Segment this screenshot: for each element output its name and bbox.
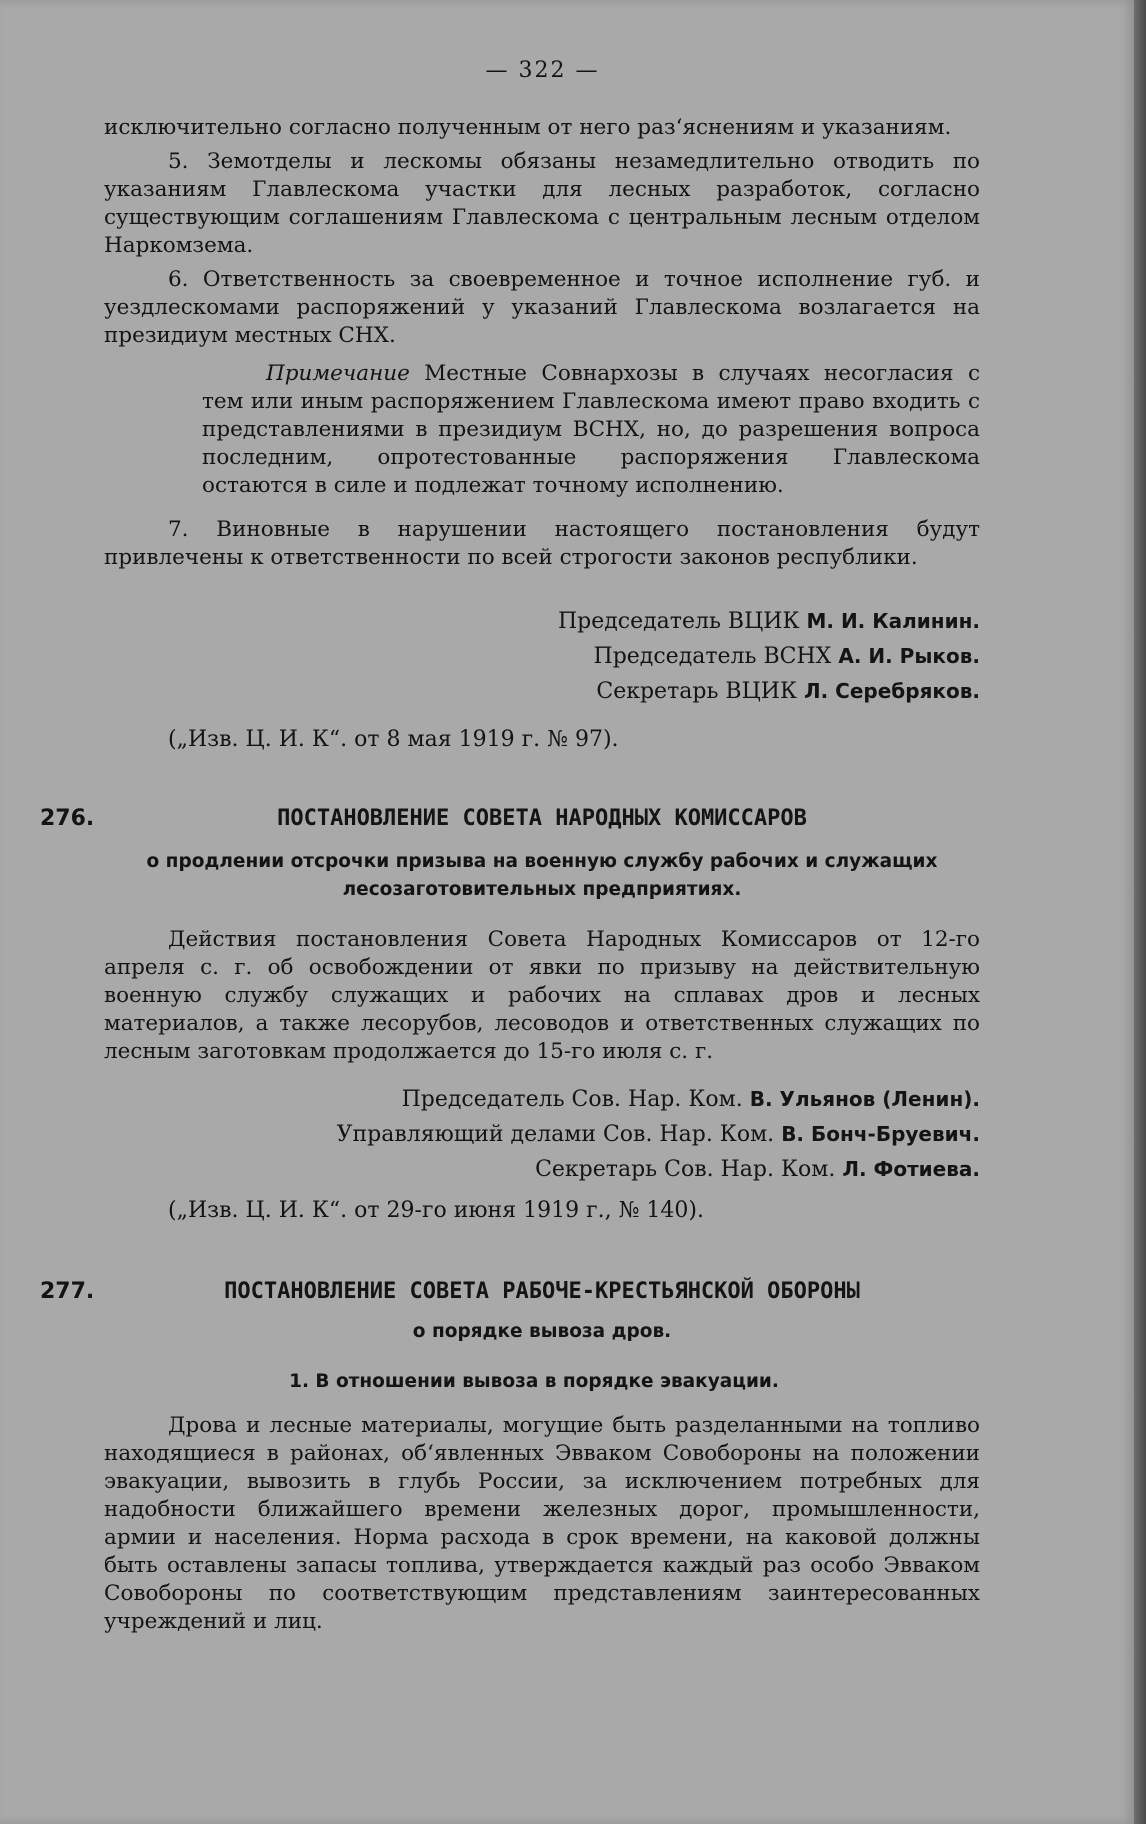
continuation-text: исключительно согласно полученным от него раз‘яснениям и указаниям. bbox=[104, 115, 952, 140]
doc276-number: 276. bbox=[40, 806, 95, 831]
signature-line bbox=[104, 1082, 980, 1117]
source-276: („Изв. Ц. И. К“. от 29-го июня 1919 г., № 140). bbox=[168, 1198, 704, 1223]
signature-role: Председатель ВЦИК bbox=[557, 609, 800, 634]
signature-role: Председатель ВСНХ bbox=[593, 644, 832, 669]
note bbox=[202, 360, 980, 500]
signature-line bbox=[104, 639, 980, 674]
signature-name: М. И. Калинин. bbox=[806, 609, 980, 633]
signature-line bbox=[104, 1117, 980, 1152]
doc277-body: Дрова и лесные материалы, могущие быть разделанными на топливо находящиеся в районах, об‘явленных Эвваком Совобороны на положении эвакуации, вывозить в глубь России, за исключением потребных для надобности ближайшего времени железных дорог, промышленности, армии и населения. Норма расхода в срок времени, на каковой должны быть оставлены запасы топлива, утверждается каждый раз особо Эвваком Совобороны по соответствующим представлениям заинтересованных учреждений и лиц. bbox=[104, 1413, 980, 1634]
page-edge bbox=[1134, 0, 1146, 1824]
doc277-subtitle: о порядке вывоза дров. bbox=[412, 1321, 672, 1342]
doc276-title: ПОСТАНОВЛЕНИЕ СОВЕТА НАРОДНЫХ КОМИССАРОВ bbox=[277, 806, 807, 831]
item-7: 7. Виновные в нарушении настоящего постановления будут привлечены к ответственности по всей строгости законов республики. bbox=[104, 517, 980, 570]
signature-role: Управляющий делами Сов. Нар. Ком. bbox=[336, 1122, 775, 1147]
doc277-title: ПОСТАНОВЛЕНИЕ СОВЕТА РАБОЧЕ-КРЕСТЬЯНСКОЙ ОБОРОНЫ bbox=[224, 1279, 860, 1304]
note-label: Примечание bbox=[266, 361, 410, 386]
signatures-276 bbox=[104, 1082, 1050, 1187]
doc275-continuation bbox=[104, 114, 980, 572]
item-5: 5. Земотделы и лескомы обязаны незамедлительно отводить по указаниям Главлескома участки для лесных разработок, согласно существующим соглашениям Главлескома с центральным лесным отделом Наркомзема. bbox=[104, 149, 980, 258]
signature-role: Секретарь ВЦИК bbox=[596, 679, 797, 704]
doc276-subtitle: о продлении отсрочки призыва на военную службу рабочих и служащих лесозаготовительных предприятиях. bbox=[146, 851, 938, 900]
signature-name: А. И. Рыков. bbox=[838, 644, 980, 668]
signature-name: Л. Серебряков. bbox=[804, 679, 980, 703]
page-number: — 322 — bbox=[485, 58, 600, 83]
doc277-section: 1. В отношении вывоза в порядке эвакуации. bbox=[289, 1371, 779, 1392]
signature-line bbox=[104, 1152, 980, 1187]
source-275: („Изв. Ц. И. К“. от 8 мая 1919 г. № 97). bbox=[168, 727, 619, 752]
doc277-body-block bbox=[104, 1412, 980, 1636]
item-6: 6. Ответственность за своевременное и точное исполнение губ. и уездлескомами распоряжений у указаний Главлескома возлагается на президиум местных СНХ. bbox=[104, 267, 980, 348]
note-paragraph bbox=[202, 360, 980, 500]
signature-role: Председатель Сов. Нар. Ком. bbox=[401, 1087, 743, 1112]
signatures-275 bbox=[104, 604, 1050, 709]
signature-name: В. Ульянов (Ленин). bbox=[749, 1087, 980, 1111]
note-text: Местные Совнархозы в случаях несогласия с тем или иным распоряжением Главлескома имеют право входить с представлениями в президиум ВСНХ, но, до разрешения вопроса последним, опротестованные распоряжения Главлескома остаются в силе и подлежат точному исполнению. bbox=[202, 361, 980, 498]
doc276-body-block bbox=[104, 926, 980, 1066]
signature-line bbox=[104, 674, 980, 709]
doc277-number: 277. bbox=[40, 1279, 95, 1304]
signature-line bbox=[104, 604, 980, 639]
doc276-body: Действия постановления Совета Народных Комиссаров от 12-го апреля с. г. об освобождении от явки по призыву на действительную военную службу служащих и рабочих на сплавах дров и лесных материалов, а также лесорубов, лесоводов и ответственных служащих по лесным заготовкам продолжается до 15-го июля с. г. bbox=[104, 927, 980, 1064]
signature-role: Секретарь Сов. Нар. Ком. bbox=[535, 1157, 836, 1182]
signature-name: В. Бонч-Бруевич. bbox=[781, 1122, 980, 1146]
signature-name: Л. Фотиева. bbox=[842, 1157, 980, 1181]
